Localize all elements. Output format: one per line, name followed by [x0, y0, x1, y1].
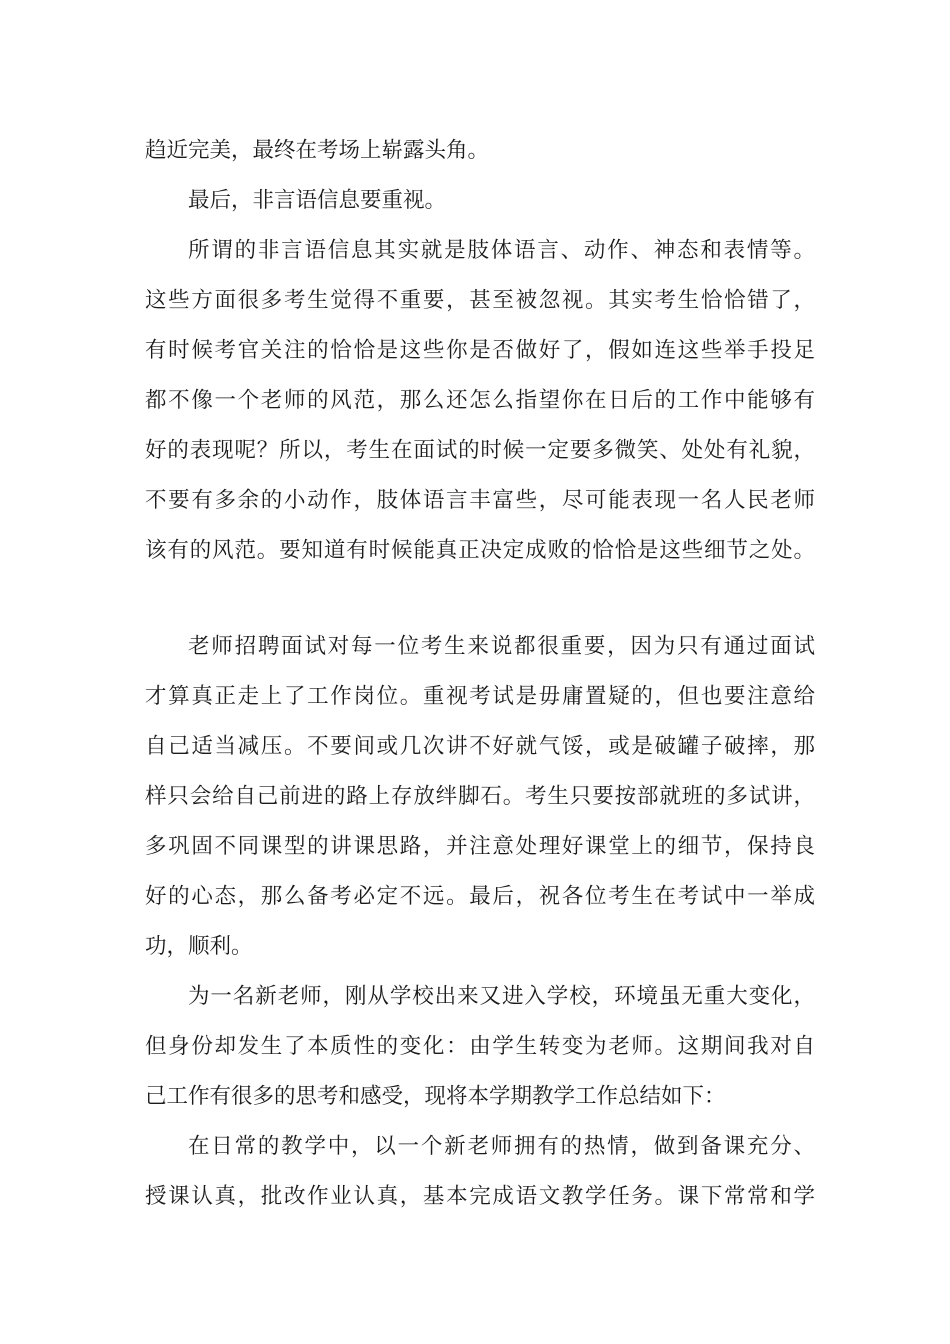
- paragraph-line: 在日常的教学中，以一个新老师拥有的热情，做到备课充分、: [188, 1134, 815, 1159]
- text-block-1: [145, 126, 815, 576]
- paragraph-line: 好的心态，那么备考必定不远。最后，祝各位考生在考试中一举成: [145, 884, 815, 909]
- paragraph-line: 趋近完美，最终在考场上崭露头角。: [145, 138, 490, 163]
- paragraph-line: 都不像一个老师的风范，那么还怎么指望你在日后的工作中能够有: [145, 388, 815, 413]
- text-block-2: [145, 622, 815, 1222]
- paragraph-line: 为一名新老师，刚从学校出来又进入学校，环境虽无重大变化，: [188, 984, 815, 1009]
- paragraph-line: 但身份却发生了本质性的变化：由学生转变为老师。这期间我对自: [145, 1034, 815, 1059]
- paragraph-line: 好的表现呢？所以，考生在面试的时候一定要多微笑、处处有礼貌，: [145, 438, 815, 463]
- paragraph-line: 自己适当减压。不要间或几次讲不好就气馁，或是破罐子破摔，那: [145, 734, 815, 759]
- paragraph-line: 不要有多余的小动作，肢体语言丰富些，尽可能表现一名人民老师: [145, 488, 815, 513]
- paragraph-line: 样只会给自己前进的路上存放绊脚石。考生只要按部就班的多试讲，: [145, 784, 815, 809]
- paragraph-line: 这些方面很多考生觉得不重要，甚至被忽视。其实考生恰恰错了，: [145, 288, 815, 313]
- paragraph-line: 老师招聘面试对每一位考生来说都很重要，因为只有通过面试: [188, 634, 815, 659]
- paragraph-line: 才算真正走上了工作岗位。重视考试是毋庸置疑的，但也要注意给: [145, 684, 815, 709]
- paragraph-line: 所谓的非言语信息其实就是肢体语言、动作、神态和表情等。: [188, 238, 815, 263]
- paragraph-line: 功，顺利。: [145, 934, 253, 959]
- paragraph-line: 最后，非言语信息要重视。: [188, 188, 447, 213]
- paragraph-line: 授课认真，批改作业认真，基本完成语文教学任务。课下常常和学: [145, 1184, 815, 1209]
- paragraph-line: 该有的风范。要知道有时候能真正决定成败的恰恰是这些细节之处。: [145, 538, 815, 563]
- paragraph-line: 有时候考官关注的恰恰是这些你是否做好了，假如连这些举手投足: [145, 338, 815, 363]
- paragraph-line: 己工作有很多的思考和感受，现将本学期教学工作总结如下：: [145, 1084, 726, 1109]
- paragraph-line: 多巩固不同课型的讲课思路，并注意处理好课堂上的细节，保持良: [145, 834, 815, 859]
